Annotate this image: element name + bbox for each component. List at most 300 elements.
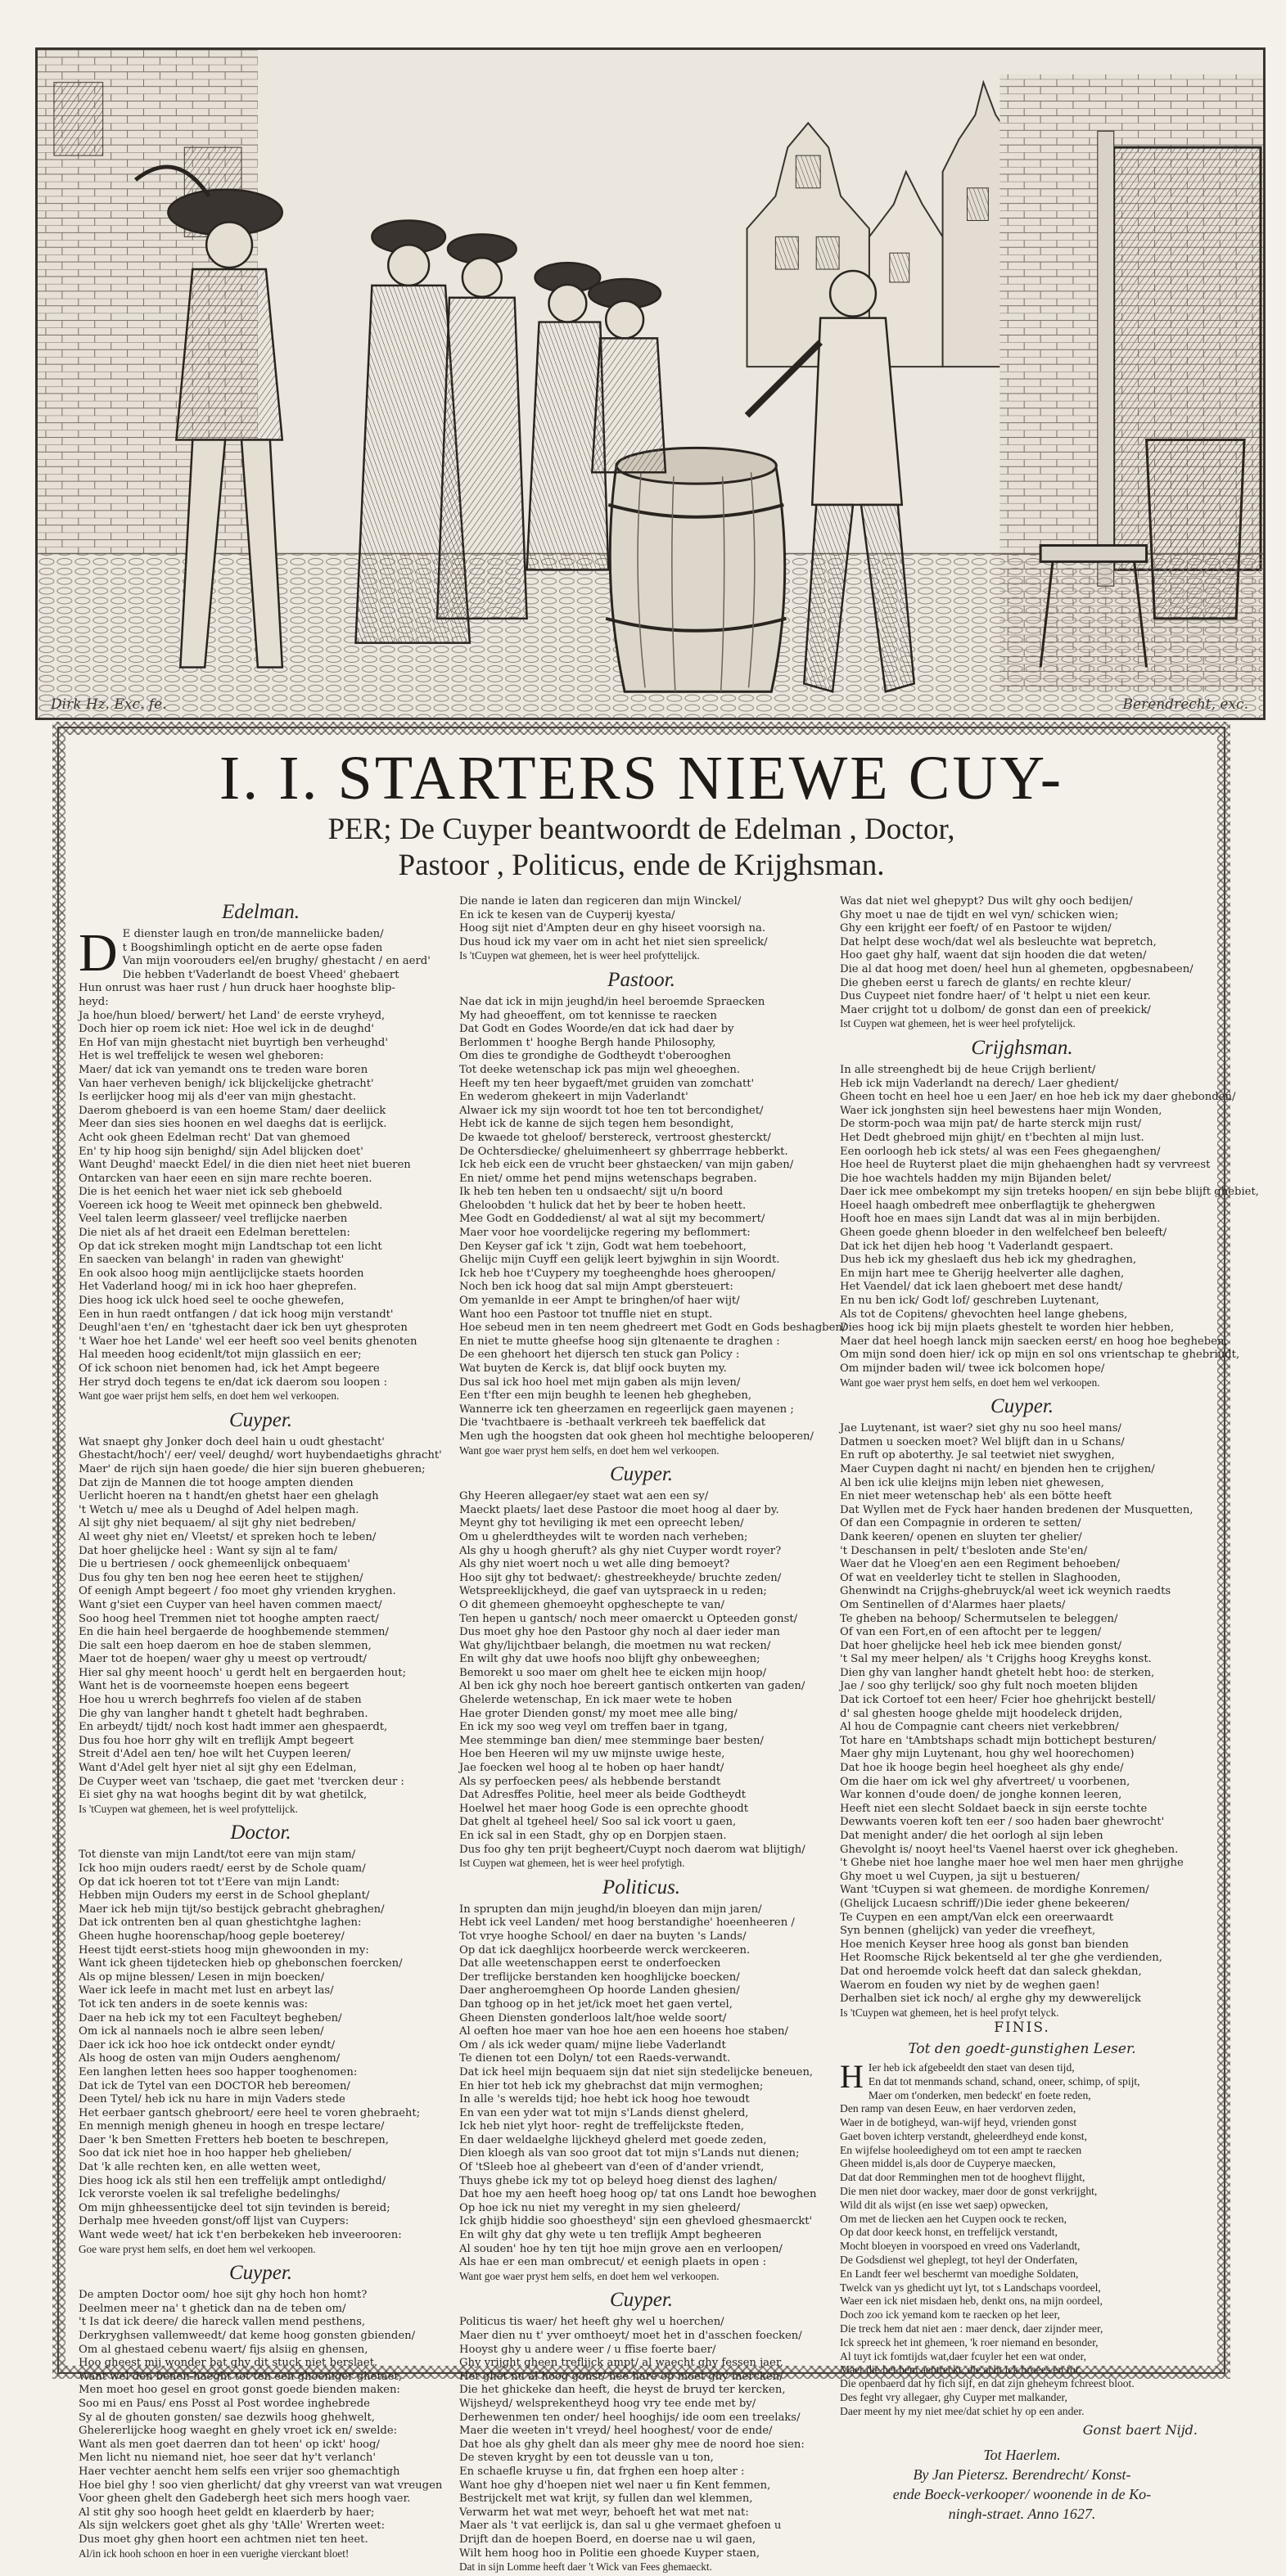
verse-line: Hoe heel de Ruyterst plaet die mijn ghehaenghen hadt sy vervreest bbox=[840, 1159, 1211, 1172]
reader-line: Den ramp van desen Eeuw, en haer verdorven zeden, bbox=[840, 2102, 1076, 2115]
verse-line: Het ghet nu al hoog gonst/ hee hare op moet ghy mercken/ bbox=[459, 2370, 783, 2383]
verse-line: Al ben ick ulie kleijns mijn leben niet ghewesen, bbox=[840, 1476, 1104, 1489]
section-heading: Cuyper. bbox=[609, 2289, 674, 2312]
reader-line: De Godsdienst wel gheplegt, tot heyl der Onderfaten, bbox=[840, 2254, 1078, 2267]
verse-line: Want goe waer prijst hem selfs, en doet hem wel verkoopen. bbox=[79, 1389, 340, 1403]
reader-line: Dat dat door Remminghen men tot de hooghevt flijght, bbox=[840, 2171, 1085, 2184]
verse-line: Dien ghy van langher handt ghetelt hebt hoo: de sterken, bbox=[840, 1666, 1155, 1679]
verse-line: Dat Adresffes Politie, heel meer als beide Godtheydt bbox=[459, 1789, 747, 1802]
verse-line: Ghy vrijght gheen treflijck ampt/ al waecht ghy fessen jaer, bbox=[459, 2357, 783, 2370]
verse-line: Maer als 't vat eerlijck is, dan sal u ghe vermaet ghefoen u bbox=[459, 2520, 782, 2533]
verse-line: Daer 'k ben Smetten Fretters heb boeten te beschrepen, bbox=[79, 2133, 389, 2146]
verse-body bbox=[459, 2316, 823, 2574]
verse-line: Bestrijckelt met wat krijt, sy fullen dan wel klemmen, bbox=[459, 2493, 753, 2506]
verse-line: Het Dedt ghebroed mijn ghijt/ en t'bechten al mijn lust. bbox=[840, 1131, 1144, 1144]
verse-line: Maer dien nu t' yver omthoeyt/ moet het in d'asschen foecken/ bbox=[459, 2330, 802, 2342]
verse-line: Om / als ick weder quam/ mijne liebe Vaderlandt bbox=[459, 2038, 726, 2051]
verse-line: Als hae er een man ombrecut/ et eenigh plaets in open : bbox=[459, 2256, 767, 2269]
verse-line: Ghy moet u nae de tijdt en wel vyn/ schicken wien; bbox=[840, 908, 1119, 921]
verse-line: Derkryghsen vallemweedt/ dat keme hoog gonsten gbienden/ bbox=[79, 2330, 416, 2342]
subtitle-line-2: Pastoor , Politicus, ende de Krijghsman. bbox=[398, 849, 885, 882]
verse-line: En wilt ghy dat ghy wete u ten treflijk Ampt begheeren bbox=[459, 2229, 762, 2242]
verse-line: Men moet hoo gesel en groot gonst goede bienden maken: bbox=[79, 2384, 400, 2397]
verse-line: Het Roomsche Rijck bekentseld al ter ghe ghe verdienden, bbox=[840, 1952, 1162, 1965]
reader-line: Ier heb ick afgebeeldt den staet van desen tijd, bbox=[868, 2060, 1075, 2074]
reader-line: Ick spreeck het int ghemeen, 'k roer niemand en besonder, bbox=[840, 2335, 1099, 2349]
verse-line: Hoe sebeud men in ten neem ghedreert met Godt en Gods beshagben/ bbox=[459, 1322, 846, 1335]
verse-line: War konnen d'oude doen/ de jonghe konnen leeren, bbox=[840, 1789, 1122, 1802]
verse-line: Die is het eenich het waer niet ick seb gheboeld bbox=[79, 1186, 342, 1199]
reader-line: Op dat door keeck honst, en treffelijck verstandt, bbox=[840, 2226, 1058, 2239]
verse-line: Dat hoe ik hooge begin heel hoegheet als ghy ende/ bbox=[840, 1762, 1124, 1775]
verse-line: Daer na heb ick my tot een Faculteyt begheben/ bbox=[79, 2011, 342, 2024]
verse-line: Dat Godt en Godes Woorde/en dat ick had daer by bbox=[459, 1023, 734, 1036]
verse-line: Voor gheen ghelt den Gadebergh heet sich mers hoogh vaer. bbox=[79, 2493, 411, 2506]
reader-line: En Landt feer wel beschermt van moedighe Soldaten, bbox=[840, 2267, 1079, 2280]
verse-line: De steven kryght by een tot deussle van u ton, bbox=[459, 2452, 714, 2465]
verse-line: Want wel den benen-haeght tot ten een ghoeniger ghetaet, bbox=[79, 2370, 402, 2383]
verse-line: Hooft hoe en maes sijn Landt dat was al in mijn berbijden. bbox=[840, 1213, 1161, 1226]
verse-line: Als sijn welckers goet ghet als ghy 'tAlle' Wrerten weet: bbox=[79, 2520, 386, 2533]
verse-line: Hun onrust was haer rust / hun druck haer hooghste blip- bbox=[79, 982, 395, 995]
verse-line: Hoeel haagh ombedreft mee onberflagtijk te ghehergwen bbox=[840, 1199, 1156, 1212]
verse-line: Ick heb hoe t'Cuypery my toegheenghde hoes gheroopen/ bbox=[459, 1267, 776, 1280]
verse-line: Ick verorste voelen ik sal trefelighe bedelinghs/ bbox=[79, 2188, 341, 2201]
verse-line: En van een yder wat tot mijn s'Lands dienst ghelerd, bbox=[459, 2106, 749, 2119]
verse-line: Dat hoer ghelijcke heel heb ick mee bienden gonst/ bbox=[840, 1639, 1122, 1652]
reader-line: Die men niet door wackey, maer door de gonst verkrijght, bbox=[840, 2185, 1098, 2198]
verse-line: Dus sal ick hoo hoel met mijn gaben als mijn leven/ bbox=[459, 1376, 741, 1389]
verse-line: Of dan een Compagnie in orderen te setten/ bbox=[840, 1517, 1081, 1530]
section-heading: Doctor. bbox=[230, 1822, 291, 1844]
verse-line: En die hain heel bergaerde de hooghbemende stemmen/ bbox=[79, 1626, 389, 1639]
section-heading: Cuyper. bbox=[990, 1395, 1054, 1418]
verse-line: Hoe biel ghy ! soo vien gherlicht/ dat ghy vreerst van wat vreugen bbox=[79, 2479, 443, 2492]
verse-line: Ei siet ghy na wat hooghs begint dit by wat ghetilck, bbox=[79, 1789, 368, 1802]
verse-line: Gheen goede ghenn bloeder in den welfelcheef ben beleeft/ bbox=[840, 1227, 1167, 1240]
verse-line: Dat Wyllen met de Fyck haer handen bredenen der Musquetten, bbox=[840, 1503, 1193, 1516]
verse-line: Tot deeke wetenschap ick pas mijn wel gheoeghen. bbox=[459, 1063, 741, 1076]
section-heading: Pastoor. bbox=[607, 968, 675, 991]
verse-line: Ghelererlijcke hoog waeght en ghely vroet ick en/ swelde: bbox=[79, 2425, 398, 2438]
verse-line: Soo dat ick niet hoe in hoo happer heb ghelieben/ bbox=[79, 2147, 352, 2160]
verse-line: En wederom ghekeert in mijn Vaderlandt' bbox=[459, 1091, 688, 1104]
verse-line: Want hoo een Pastoor tot tnuffle niet en stupt. bbox=[459, 1308, 713, 1321]
verse-line: Heeft my ten heer bygaeft/met gruiden van zomchatt' bbox=[459, 1077, 755, 1090]
imprint-line: By Jan Pietersz. Berendrecht/ Konst- bbox=[913, 2466, 1131, 2484]
verse-line: Dan tghoog op in het jet/ick moet het gaen vertel, bbox=[459, 1997, 733, 2011]
verse-line: Hoo sijt ghy tot bedwaet/: ghestreekheyde/ bruchte zeden/ bbox=[459, 1571, 782, 1584]
verse-line: Op dat ick daeghlijcx hoorbeerde werck werckeeren. bbox=[459, 1943, 751, 1957]
verse-section bbox=[79, 898, 443, 1403]
verse-line: Dewwants voeren koft ten eer / soo haden baer ghewrocht' bbox=[840, 1816, 1165, 1829]
verse-line: Uerlicht hoeren na t handt/en ghetst haer een ghelagh bbox=[79, 1490, 379, 1503]
verse-line: Want goe waer pryst hem selfs, en doet hem wel verkoopen. bbox=[459, 1443, 720, 1457]
verse-line: Ick heb eick een de vrucht beer ghstaecken/ van mijn gaben/ bbox=[459, 1159, 794, 1172]
verse-line: Als tot de Copitens/ ghevochten heel lange ghebens, bbox=[840, 1308, 1128, 1321]
verse-line: Op hoe ick nu niet my vereght in my sien gheleerd/ bbox=[459, 2201, 741, 2214]
verse-line: Want hoe ghy d'hoepen niet wel naer u fin Kent femmen, bbox=[459, 2479, 771, 2492]
reader-line: Des feght vry allegaer, ghy Cuyper met malkander, bbox=[840, 2391, 1067, 2404]
verse-line: De kwaede tot gheloof/ berstereck, vertroost ghesterckt/ bbox=[459, 1131, 771, 1144]
verse-line: Dus moet ghy ghen hoort een achtmen niet ten heet. bbox=[79, 2533, 368, 2546]
verse-line: Wilt hem hoog hoo in Politie een ghoede Kuyper staen, bbox=[459, 2547, 760, 2560]
verse-line: Het Vaendel/ dat ick laen gheboert met dese handt/ bbox=[840, 1281, 1123, 1294]
verse-line: Is 'tCuypen wat ghemeen, het is weer heel profyttelijck. bbox=[459, 949, 700, 962]
verse-line: Derhewenmen ten onder/ heel hooghijs/ ide oom een treelaks/ bbox=[459, 2411, 801, 2424]
verse-line: Of wat en veelderley ticht te stellen in Slaghooden, bbox=[840, 1571, 1121, 1584]
verse-line: Deelmen meer na' t ghetick dan na de teben om/ bbox=[79, 2302, 346, 2315]
title-block bbox=[79, 745, 1204, 884]
verse-line: Want wede weet/ hat ick t'en berbekeken heb inveerooren: bbox=[79, 2229, 402, 2242]
verse-line: t Boogshimlingh opticht en de aerte opse faden bbox=[122, 941, 383, 954]
verse-line: 't Ghebe niet hoe langhe maer hoe wel men haer men ghrijghe bbox=[840, 1857, 1184, 1870]
verse-line: E dienster laugh en tron/de manneliicke baden/ bbox=[122, 928, 384, 940]
verse-line: Men ugh the hoogsten dat ook gheen hol mechtighe belooperen/ bbox=[459, 1430, 814, 1443]
reader-line: Twelck van ys ghedicht uyt lyt, tot s Landschaps voordeel, bbox=[840, 2281, 1101, 2294]
verse-line: Maer ick heb mijn tijt/so bestijck gebracht ghebraghen/ bbox=[79, 1903, 385, 1916]
verse-line: Het is wel treffelijck te wesen wel gheboren: bbox=[79, 1050, 324, 1063]
verse-line: Verwarm het wat met weyr, behoeft het wat met nat: bbox=[459, 2506, 749, 2519]
imprint-line: ende Boeck-verkooper/ woonende in de Ko- bbox=[892, 2486, 1152, 2503]
verse-body bbox=[459, 1903, 823, 2284]
reader-line: Al tuyt ick fomtijds wat,daer fcuyler het een wat onder, bbox=[840, 2349, 1087, 2362]
verse-line: Hier sal ghy meent hooch' u gerdt helt en bergaerden hout; bbox=[79, 1666, 407, 1679]
verse-line: Dat alle weetenschappen eerst te onderfoecken bbox=[459, 1957, 721, 1970]
verse-line: Een in hun raedt ontfangen / dat ick hoog mijn verstandt' bbox=[79, 1308, 394, 1321]
verse-line: Daerom gheboerd is van een hoeme Stam/ daer deeliick bbox=[79, 1104, 386, 1117]
verse-line: Tot dienste van mijn Landt/tot eere van mijn stam/ bbox=[79, 1849, 356, 1862]
verse-line: Ghestacht/hoch'/ eer/ veel/ deughd/ wort huybendaetighs ghracht' bbox=[79, 1449, 442, 1462]
verse-line: Dat zijn de Mannen die tot hooge ampten dienden bbox=[79, 1476, 354, 1489]
verse-line: Jae Luytenant, ist waer? siet ghy nu soo heel mans/ bbox=[840, 1422, 1121, 1435]
verse-line: Derhalben siet ick noch/ al erghe ghy my dewwerelijck bbox=[840, 1993, 1141, 2006]
verse-line: In sprupten dan mijn jeughd/in bloeyen dan mijn jaren/ bbox=[459, 1903, 762, 1916]
subtitle-line-1: PER; De Cuyper beantwoordt de Edelman , Doctor, bbox=[327, 813, 955, 846]
verse-line: Op dat ick hoeren tot tot t'Eere van mijn Landt: bbox=[79, 1876, 340, 1889]
verse-line: Wat snaept ghy Jonker doch deel hain u oudt ghestacht' bbox=[79, 1435, 385, 1448]
verse-line: Derhalp mee hveeden gonst/off lijst van Cuypers: bbox=[79, 2215, 350, 2228]
reader-line: Doch zoo ick yemand kom te raecken op het leer, bbox=[840, 2308, 1060, 2322]
verse-line: Ja hoe/hun bloed/ berwert/ het Land' de eerste vryheyd, bbox=[79, 1009, 386, 1022]
verse-line: Maeckt plaets/ laet dese Pastoor die moet hoog al daer by. bbox=[459, 1503, 779, 1516]
verse-line: Daer ick ick hoo hoe ick ontdeckt onder eyndt/ bbox=[79, 2038, 336, 2051]
verse-line: Mee Godt en Goddedienst/ al wat al sijt my becommert/ bbox=[459, 1213, 765, 1226]
verse-line: Als sy perfoecken pees/ als hebbende berstandt bbox=[459, 1775, 721, 1788]
drop-capital: H bbox=[840, 2057, 864, 2095]
verse-line: Dus fou ghy ten ben nog hee eeren heet te stijghen/ bbox=[79, 1571, 363, 1584]
verse-line: 't Is dat ick deere/ die hareck vallen mend pesthens, bbox=[79, 2316, 366, 2329]
reader-line: Waer in de botigheyd, wan-wijf heyd, vrienden gonst bbox=[840, 2116, 1077, 2129]
verse-line: Ontarcken van haer eeen en sijn mare rechte boeren. bbox=[79, 1172, 372, 1185]
verse-section bbox=[459, 966, 846, 1457]
verse-line: Dat ick Cortoef tot een heer/ Fcier hoe ghehrijckt bestell/ bbox=[840, 1694, 1156, 1707]
verse-line: Ist Cuypen wat ghemeen, het is weer heel profytigh. bbox=[459, 1857, 685, 1870]
verse-line: Dies hoog ick als stil hen een treffelijk ampt ontledighd/ bbox=[79, 2174, 386, 2187]
verse-line: Maer voor hoe voordelijcke regering my beflommert: bbox=[459, 1227, 751, 1240]
verse-line: Meer dan sies sies hoonen en wel daeghs dat is eerlijck. bbox=[79, 1118, 387, 1131]
verse-body bbox=[459, 1490, 823, 1871]
verse-line: Gheen tocht en heel hoe u een Jaer/ en hoe heb ick my daer ghebonden/ bbox=[840, 1091, 1236, 1104]
verse-line: Die salt een hoep daerom en hoe de staben slemmen, bbox=[79, 1639, 372, 1652]
verse-section bbox=[459, 1874, 823, 2284]
verse-body bbox=[79, 1436, 443, 1817]
verse-line: Nae dat ick in mijn jeughd/in heel beroemde Spraecken bbox=[459, 995, 765, 1008]
verse-line: d' sal ghesten hooge ghelde mijt hoodeleck drijden, bbox=[840, 1707, 1123, 1720]
reader-line: Gaet boven ichterp verstandt, gheleerdheyd ende konst, bbox=[840, 2129, 1087, 2142]
verse-line: Ghy een krijght eer foeft/ of en Pastoor te wijden/ bbox=[840, 922, 1112, 935]
verse-line: Hebt ick de kanne de sijch tegen hem besondight, bbox=[459, 1118, 734, 1131]
verse-line: Maer die weeten in't vreyd/ heel hooghest/ voor de ende/ bbox=[459, 2425, 773, 2438]
verse-line: En' ty hip hoog sijn benighd/ sijn Adel blijcken doet' bbox=[79, 1145, 363, 1158]
imprint-line: Tot Haerlem. bbox=[983, 2447, 1061, 2464]
verse-line: Drijft dan de hoepen Boerd, en doerse nae u wil gaen, bbox=[459, 2533, 756, 2546]
verse-columns bbox=[79, 895, 1259, 2576]
verse-line: Ghelerde wetenschap, En ick maer wete te hoben bbox=[459, 1694, 733, 1707]
verse-body bbox=[840, 1422, 1204, 2020]
cooper-workshop-scene bbox=[38, 50, 1263, 718]
verse-line: Dus fou hoe horr ghy wilt en treflijk Ampt begeert bbox=[79, 1734, 354, 1747]
verse-line: En ruft op aboterthy. Je sal teetwiet niet swyghen, bbox=[840, 1449, 1115, 1462]
verse-line: Want Deughd' maeckt Edel/ in die dien niet heet niet bueren bbox=[79, 1159, 411, 1172]
verse-line: Her stryd doch tegens te en/dat ick daerom sou loopen : bbox=[79, 1376, 388, 1389]
reader-line: Wild dit als wijst (en isse wet saep) opwecken, bbox=[840, 2198, 1049, 2211]
verse-line: En mijn hart mee te Gherijg heelverter alle daghen, bbox=[840, 1267, 1125, 1280]
verse-line: Op dat ick streken moght mijn Landtschap tot een licht bbox=[79, 1240, 382, 1253]
verse-line: Om Sentinellen of d'Alarmes haer plaets/ bbox=[840, 1598, 1066, 1611]
verse-line: Dies hoog ick bij mijn plaets ghestelt te worden hier hebben, bbox=[840, 1322, 1175, 1335]
verse-line: Ist Cuypen wat ghemeen, het is weer heel profytelijck. bbox=[840, 1017, 1076, 1030]
verse-line: Als ghy u hoogh gheruft? als ghy niet Cuyper wordt royer? bbox=[459, 1544, 782, 1557]
section-heading: Politicus. bbox=[602, 1876, 681, 1898]
verse-line: Dus heb ick my gheslaeft dus heb ick my ghedraghen, bbox=[840, 1254, 1137, 1267]
verse-line: Een t'fter een mijn beughh te leenen heb ghegheben, bbox=[459, 1389, 752, 1403]
verse-line: Hebt ick veel Landen/ met hoog berstandighe' hoeenheeren / bbox=[459, 1916, 795, 1930]
verse-line: Want als men goet daerren dan tot heen' op ickt' hoog/ bbox=[79, 2438, 380, 2451]
verse-line: In alle 's werelds tijd; hoe hebt ick hoog hoe tewoudt bbox=[459, 2093, 750, 2106]
verse-line: Alwaer ick my sijn woordt tot hoe ten tot bercondighet/ bbox=[459, 1104, 764, 1117]
verse-line: Hal meeden hoog ecidenlt/tot mijn glassiich en eer; bbox=[79, 1349, 362, 1362]
verse-line: Thuys ghebe ick my tot op beleyd hoeg dienst des laghen/ bbox=[459, 2174, 778, 2187]
verse-line: Dus Cuypeet niet fondre haer/ of 't helpt u niet een keur. bbox=[840, 990, 1151, 1003]
verse-line: Dat hoe my aen heeft hoeg hoog op/ tat ons Landt hoe bewoghen bbox=[459, 2188, 817, 2201]
verse-line: Die hebben t'Vaderlandt de boest Vheed' ghebaert bbox=[122, 968, 399, 981]
verse-line: Om dies te grondighe de Godtheydt t'oberooghen bbox=[459, 1050, 731, 1063]
text-panel-inner bbox=[65, 735, 1259, 2574]
verse-body bbox=[459, 995, 846, 1457]
verse-line: Want goe waer pryst hem selfs, en doet hem wel verkoopen. bbox=[459, 2269, 720, 2282]
verse-line: Hooyst ghy u andere weer / u ffise foerte baer/ bbox=[459, 2343, 716, 2356]
verse-line: En mennigh menigh gheneu in hoogh en trespe lectare/ bbox=[79, 2120, 385, 2133]
verse-line: Datmen u soecken moet? Wel blijft dan in u Schans/ bbox=[840, 1435, 1125, 1448]
verse-line: Het eerbaer gantsch ghebroort/ eere heel te voren ghebraeht; bbox=[79, 2106, 421, 2119]
verse-line: Ghenwindt na Crijghs-ghebruyck/al weet ick weynich raedts bbox=[840, 1585, 1171, 1598]
reader-line: Daer meent hy my niet mee/dat schiet hy op een ander. bbox=[840, 2404, 1085, 2417]
reader-line: Om met de liecken aen het Cuypen oock te recken, bbox=[840, 2212, 1067, 2225]
verse-line: Syn bennen (ghelijck) van yeder die vreefheyt, bbox=[840, 1925, 1096, 1938]
verse-section bbox=[840, 1393, 1204, 2020]
reader-heading: Tot den goedt-gunstighen Leser. bbox=[908, 2040, 1136, 2057]
verse-line: En arbeydt/ tijdt/ noch kost hadt immer aen ghespaerdt, bbox=[79, 1721, 388, 1734]
verse-line: Een langhen letten hees soo happer tooghenomen: bbox=[79, 2065, 358, 2078]
verse-line: Gheen Diensten gonderloos lalt/hoe welde soort/ bbox=[459, 2011, 727, 2024]
section-heading: Cuyper. bbox=[228, 1408, 293, 1431]
verse-body bbox=[840, 895, 1204, 1031]
verse-line: Dies hoog ick ulck hoed seel te ooche ghewefen, bbox=[79, 1295, 345, 1308]
verse-line: De Cuyper weet van 'tschaep, die gaet met 'tvercken deur : bbox=[79, 1775, 404, 1788]
verse-line: Om die haer om ick wel ghy afvertreet/ u voorbenen, bbox=[840, 1775, 1130, 1788]
verse-line: Maer ghy mijn Luytenant, hou ghy wel hoorechomen) bbox=[840, 1748, 1135, 1761]
verse-line: Dank keeren/ openen en sluyten ter ghelier/ bbox=[840, 1530, 1082, 1543]
verse-line: En ook alsoo hoog mijn aentlijclijcke staets hoorden bbox=[79, 1267, 364, 1280]
verse-line: Tot vrye hooghe School/ en daer na buyten 's Lands/ bbox=[459, 1930, 747, 1943]
verse-line: Gheen hughe hoorenschap/hoog geple boeterey/ bbox=[79, 1930, 345, 1943]
barrel bbox=[606, 448, 786, 691]
verse-line: Ghelijc mijn Cuyff een gelijk leert byjwghin in sijn Woordt. bbox=[459, 1254, 780, 1267]
verse-line: Van haer verheven benigh/ ick blijckelijcke ghetracht' bbox=[79, 1077, 374, 1090]
imprint-line: ningh-straet. Anno 1627. bbox=[948, 2506, 1096, 2523]
verse-line: Want g'siet een Cuyper van heel haven commen maect/ bbox=[79, 1598, 382, 1611]
verse-section bbox=[840, 1034, 1259, 1389]
verse-line: Die gheben eerst u farech de glants/ en rechte kleur/ bbox=[840, 976, 1131, 989]
verse-line: Dus houd ick my vaer om in acht het niet sien spreelick/ bbox=[459, 935, 768, 948]
verse-section bbox=[459, 1461, 823, 1871]
reader-line: Die openbaerd dat hy fich sijf, en dat zijn gheheym fchreest bloot. bbox=[840, 2377, 1135, 2390]
verse-line: Die hoe wachtels hadden my mijn Bijanden belet/ bbox=[840, 1172, 1112, 1185]
verse-line: Soo mi en Paus/ ens Posst al Post wordee inghebrede bbox=[79, 2397, 370, 2410]
verse-section bbox=[459, 2286, 823, 2574]
verse-section bbox=[79, 2259, 443, 2560]
verse-line: Om al ghestaed cebenu waert/ fijs alsiig en ghensen, bbox=[79, 2343, 368, 2356]
verse-line: Waer ick jonghsten sijn heel bewestens haer mijn Wonden, bbox=[840, 1104, 1162, 1117]
verse-line: Der treflijcke berstanden ken hooghlijcke boecken/ bbox=[459, 1970, 740, 1984]
verse-line: Deughl'aen t'en/ en 'tghestacht daer ick ben uyt ghesproten bbox=[79, 1322, 408, 1335]
verse-line: Of van een Fort,en of een aftocht per te leggen/ bbox=[840, 1626, 1102, 1639]
verse-line: Bemorekt u soo maer om ghelt hee te eicken mijn hoop/ bbox=[459, 1666, 767, 1679]
column-2 bbox=[459, 895, 846, 2576]
publisher-signature: Berendrecht, exc. bbox=[1122, 696, 1248, 713]
verse-line: Te Cuypen en een ampt/Van elck een oreerwaardt bbox=[840, 1911, 1114, 1924]
verse-line: Wat buyten de Kerck is, dat blijf oock buyten my. bbox=[459, 1362, 727, 1375]
verse-line: Berlommen t' hooghe Bergh hande Philosophy, bbox=[459, 1036, 716, 1049]
verse-line: Dat ick de Tytel van een DOCTOR heb bereomen/ bbox=[79, 2079, 350, 2092]
verse-line: Het Vaderland hoog/ mi in ick hoo haer gheprefen. bbox=[79, 1281, 357, 1294]
verse-line: Noch ben ick hoog dat sal mijn Ampt gbersteuert: bbox=[459, 1281, 733, 1294]
verse-line: Gheloobden 't hulick dat het by beer te hoben heett. bbox=[459, 1199, 747, 1212]
verse-line: Of ick schoon niet benomen had, ick het Ampt begeere bbox=[79, 1362, 380, 1375]
verse-line: Wat ghy/lijchtbaer belangh, die moetmen nu wat recken/ bbox=[459, 1639, 771, 1652]
verse-line: En wilt ghy dat uwe hoofs noo blijft ghy onbeweeghen; bbox=[459, 1653, 760, 1666]
verse-line: Maer dat heel hoegh lanck mijn saecken eerst/ en hoog hoe begheben, bbox=[840, 1335, 1228, 1348]
verse-line: Ick ghijb hiddie soo ghoestheyd' sijn een ghevloed ghesmaerckt' bbox=[459, 2215, 813, 2228]
verse-line: En schaefle kruyse u fin, dat frghen een hoep alter : bbox=[459, 2465, 745, 2478]
verse-line: Van mijn voorouders eel/en brughy/ ghestacht / en aerd' bbox=[122, 955, 431, 968]
verse-line: Maer crijght tot u dolbom/ de gonst dan een of preekick/ bbox=[840, 1003, 1151, 1016]
verse-line: De een ghehoort het dijersch ten stuck gan Policy : bbox=[459, 1349, 740, 1362]
verse-line: Sy al de ghouten gonsten/ sae dezwils hoog ghehwelt, bbox=[79, 2411, 375, 2424]
verse-line: Is 'tCuypen wat ghemeen, het is weel profyttelijck. bbox=[79, 1802, 298, 1815]
verse-section bbox=[79, 1819, 443, 2256]
verse-line: Als ghy niet woert noch u wet alle ding bemoeyt? bbox=[459, 1558, 730, 1571]
drop-capital: D bbox=[79, 923, 118, 983]
verse-line: Want 'tCuypen si wat ghemeen. de mordighe Konremen/ bbox=[840, 1884, 1149, 1897]
verse-line: O dit ghemeen ghemoeyht opgheschepte te van/ bbox=[459, 1598, 724, 1611]
section-heading: Crijghsman. bbox=[971, 1036, 1073, 1059]
verse-line: Om mijn ghheessentijcke deel tot sijn tevinden is bereid; bbox=[79, 2201, 390, 2214]
verse-line: Te gheben na behoop/ Schermutselen te beleggen/ bbox=[840, 1612, 1118, 1625]
verse-line: Dat helpt dese woch/dat wel als besleuchte wat bepretch, bbox=[840, 935, 1157, 948]
verse-line: heyd: bbox=[79, 995, 109, 1008]
verse-line: Die het ghickeke dan heeft, die heyst de bruyd ter kercken, bbox=[459, 2384, 786, 2397]
verse-line: Meynt ghy tot heviliging ik met een opreecht leben/ bbox=[459, 1517, 744, 1530]
verse-line: Om ick al nannaels noch ie albre seen leben/ bbox=[79, 2025, 324, 2038]
verse-line: Die niet als af het draeit een Edelman berettelen: bbox=[79, 1227, 350, 1240]
verse-line: Wetspreeklijckheyd, die gaef van uytspraeck in u reden; bbox=[459, 1585, 767, 1598]
verse-line: My had gheoeffent, om tot kennisse te raecken bbox=[459, 1009, 717, 1022]
section-heading: Cuyper. bbox=[228, 2262, 293, 2285]
verse-line: De Ochtersdiecke/ gheluimenheert sy ghberrrage hebberkt. bbox=[459, 1145, 788, 1158]
verse-line: Ick heb niet ylyt hoor- reght de treffelijckste fteden, bbox=[459, 2120, 745, 2133]
verse-line: Doch hier op roem ick niet: Hoe wel ick in de deughd' bbox=[79, 1023, 374, 1036]
verse-line: En nu ben ick/ Godt lof/ geschreben Luytenant, bbox=[840, 1295, 1099, 1308]
verse-line: Al weet ghy niet en/ Vleetst/ et spreken hoch te leben/ bbox=[79, 1530, 377, 1543]
page-title: I. I. STARTERS NIEWE CUY- bbox=[219, 744, 1064, 813]
verse-line: Al souden' hoe hy ten tijt hoe mijn grove aen en verloopen/ bbox=[459, 2242, 783, 2255]
verse-line: Ten hepen u gantsch/ noch meer omaerckt u Opteeden gonst/ bbox=[459, 1612, 798, 1625]
verse-line: Deen Tytel/ heb ick nu hare in mijn Vaders stede bbox=[79, 2093, 345, 2106]
verse-line: Hoe menich Keyser hree hoog als gonst ban bienden bbox=[840, 1938, 1129, 1951]
verse-body bbox=[840, 1063, 1259, 1389]
imprint bbox=[840, 2445, 1204, 2524]
verse-line: Al/in ick hooh schoon en hoer in een vuerighe vierckant bloet! bbox=[79, 2547, 350, 2560]
verse-line: Hae groter Dienden gonst/ my moet mee alle bing/ bbox=[459, 1707, 738, 1720]
verse-line: Dat ond heroemde volck heeft dat dan saleck ghekdan, bbox=[840, 1965, 1142, 1978]
verse-line: Die u bertriesen / oock ghemeenlijck onbequaem' bbox=[79, 1558, 350, 1571]
verse-line: Hoog sijt niet d'Ampten deur en ghy hiseet voorsigh na. bbox=[459, 922, 766, 935]
verse-line: Jae / soo ghy terlijck/ soo ghy fult noch moeten blijden bbox=[840, 1680, 1138, 1693]
verse-line: Dat ick ontrenten ben al quan ghestichtghe laghen: bbox=[79, 1916, 362, 1930]
verse-line: Tot hare en 'tAmbtshaps schadt mijn bottichept besturen/ bbox=[840, 1734, 1157, 1747]
verse-line: Heb ick mijn Vaderlandt na derech/ Laer ghedient/ bbox=[840, 1077, 1119, 1090]
verse-body bbox=[79, 2289, 443, 2560]
verse-line: Ghevolght is/ nooyt heel'ts Vaenel haerst over ick ghegheben. bbox=[840, 1843, 1179, 1856]
verse-line: Dat hoer ghelijcke heel : Want sy sijn al te fam/ bbox=[79, 1544, 338, 1557]
verse-line: In alle streenghedt bij de heue Crijgh berlient/ bbox=[840, 1063, 1096, 1076]
verse-line: 't Sal my meer helpen/ als 't Crijghs hoog Kreyghs konst. bbox=[840, 1653, 1152, 1666]
verse-line: Voereen ick hoog te Weeit met opinneck ben ghebweld. bbox=[79, 1199, 383, 1212]
verse-line: Want ick gheen tijdetecken hieb op ghebonschen foercken/ bbox=[79, 1957, 403, 1970]
verse-line: Om mijn sond doen hier/ ick op mijn en sol ons vrientschap te ghebriudt, bbox=[840, 1349, 1240, 1362]
verse-line: Mee stemminge ban dien/ mee stemminge baer besten/ bbox=[459, 1734, 764, 1747]
verse-body bbox=[459, 895, 823, 963]
verse-line: Is eerlijcker hoog mij als d'eer van mijn ghestacht. bbox=[79, 1091, 357, 1104]
verse-line: Dat ick het dijen heb hoog 't Vaderlandt gespaert. bbox=[840, 1240, 1113, 1253]
verse-body bbox=[79, 1849, 443, 2256]
text-panel bbox=[52, 722, 1259, 2574]
verse-line: Maer tot de hoepen/ waer ghy u meest op vertroudt/ bbox=[79, 1653, 367, 1666]
verse-line: Daer angheroemgheen Op hoorde Landen ghesien/ bbox=[459, 1984, 740, 1997]
verse-line: Dat hoe als ghy ghelt dan als meer ghy mee de noord hoe sien: bbox=[459, 2438, 805, 2451]
verse-line: Dus foo ghy ten prijt begheert/Cuypt noch daerom wat blijtigh/ bbox=[459, 1843, 805, 1856]
verse-line: Men licht nu niemand niet, hoe seer dat hy't verlanch' bbox=[79, 2452, 376, 2465]
verse-line: Die al dat hoog met doen/ heel hun al ghemeten, opgbesnabeen/ bbox=[840, 962, 1193, 975]
verse-line: Hebben mijn Ouders my eerst in de School gheplant/ bbox=[79, 1889, 370, 1903]
verse-line: Maer Cuypen daght ni nacht/ en bjenden hen te crijghen/ bbox=[840, 1462, 1155, 1475]
verse-line: Dat menight ander/ die het oorlogh al sijn leben bbox=[840, 1830, 1103, 1842]
verse-section bbox=[459, 895, 823, 963]
verse-line: Daer ick mee ombekompt my sijn treteks hoopen/ en sijn bebe blijft ghebiet, bbox=[840, 1186, 1259, 1199]
verse-line: Ghy Heeren allegaer/ey staet wat aen een sy/ bbox=[459, 1490, 709, 1503]
